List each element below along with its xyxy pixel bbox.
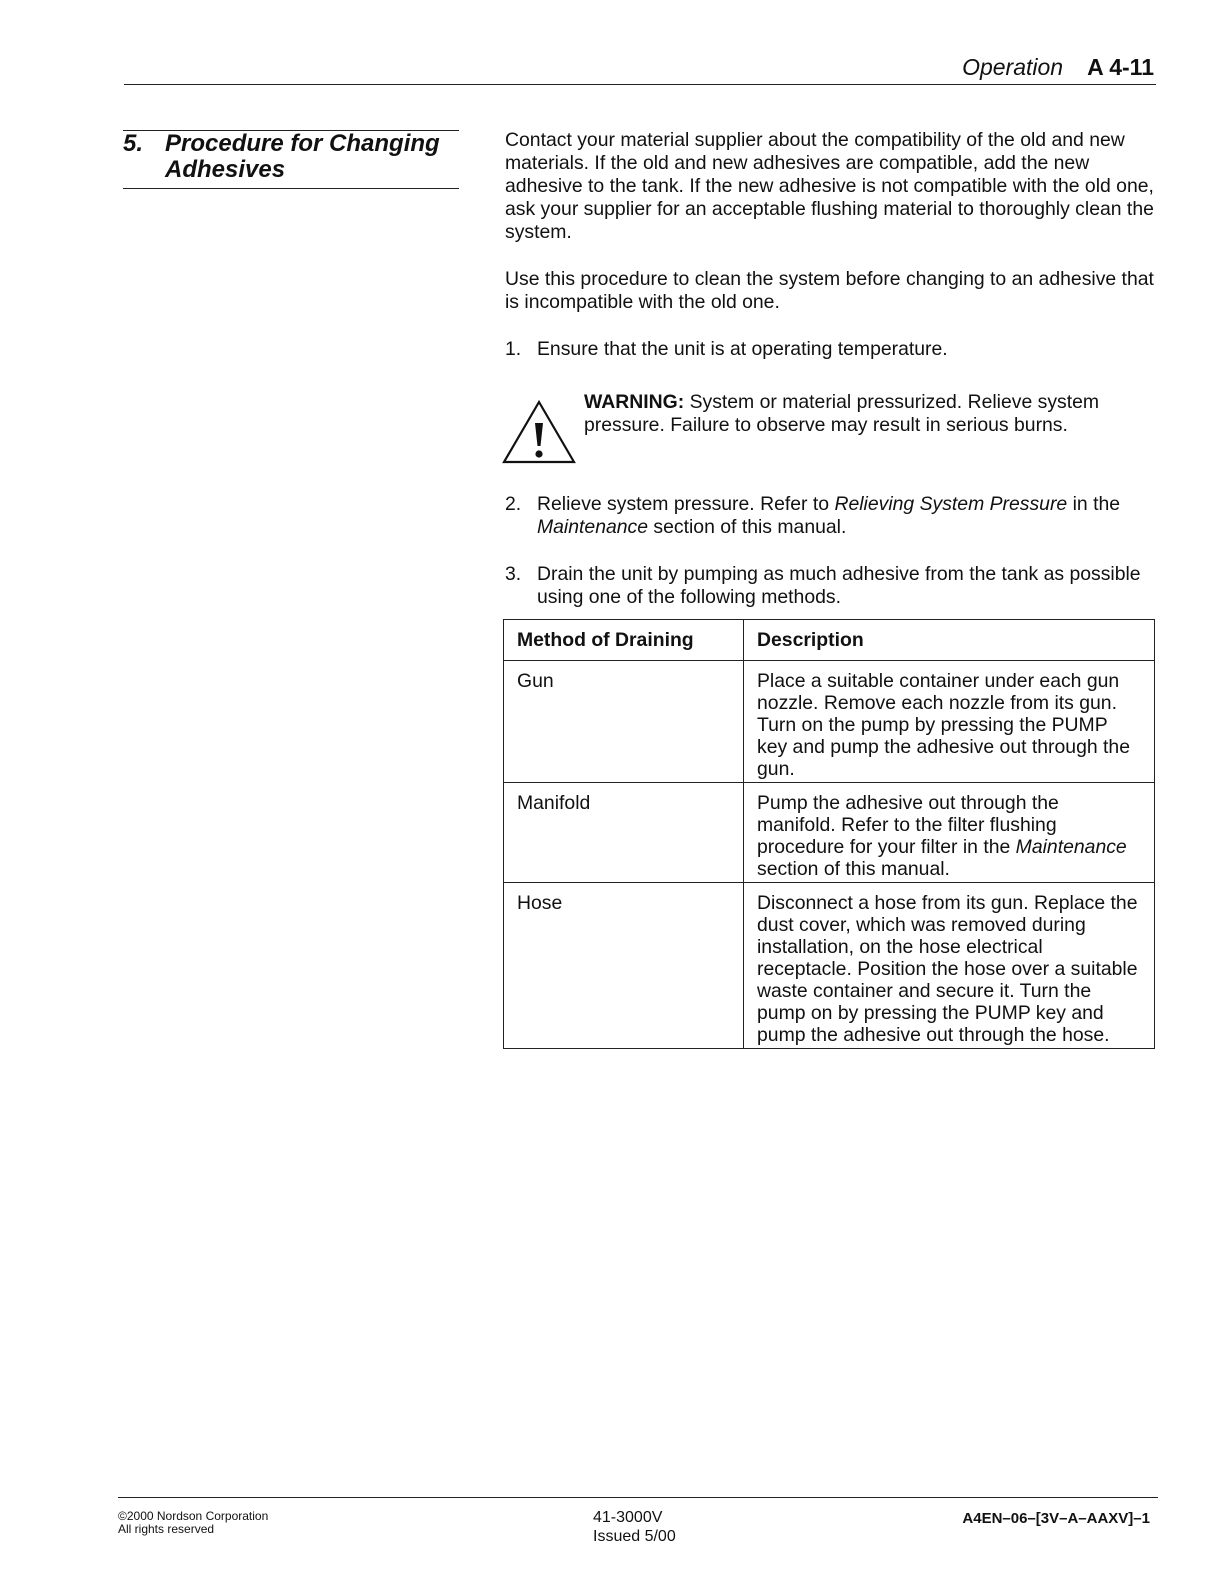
warning-label: WARNING: xyxy=(584,391,685,413)
step-3 xyxy=(505,563,1155,609)
main-content xyxy=(505,129,1155,633)
warning-block xyxy=(505,391,1155,471)
step-text: Drain the unit by pumping as much adhesive from the tank as possible using one of the following methods. xyxy=(537,563,1141,608)
step-number: 1. xyxy=(505,338,522,360)
warning-triangle-icon xyxy=(502,399,584,471)
description-cell: Pump the adhesive out through the manifold. Refer to the filter flushing procedure for your filter in the Maintenance section of this manual. xyxy=(744,783,1155,883)
page-header xyxy=(124,52,1156,85)
step-1 xyxy=(505,338,1155,361)
step-text: Ensure that the unit is at operating temperature. xyxy=(537,338,948,360)
page-footer xyxy=(118,1497,1158,1545)
section-heading xyxy=(123,130,459,189)
section-reference: Maintenance xyxy=(537,516,649,538)
column-header: Description xyxy=(744,620,1155,661)
method-cell: Manifold xyxy=(504,783,744,883)
section-number: 5. xyxy=(123,130,144,157)
step-text: Relieve system pressure. Refer to Relieving System Pressure in the Maintenance section of this manual. xyxy=(537,493,1121,538)
column-header: Method of Draining xyxy=(504,620,744,661)
reference-link: Relieving System Pressure xyxy=(834,493,1068,515)
table-row xyxy=(504,661,1155,783)
table-row xyxy=(504,883,1155,1049)
warning-text xyxy=(584,391,1144,471)
footer-document-info: 41-3000V Issued 5/00 xyxy=(593,1509,676,1545)
description-cell: Place a suitable container under each gun nozzle. Remove each nozzle from its gun. Turn on the pump by pressing the PUMP key and pump the adhesive out through the gun. xyxy=(744,661,1155,783)
method-cell: Hose xyxy=(504,883,744,1049)
step-number: 2. xyxy=(505,493,522,515)
footer-copyright: ©2000 Nordson Corporation All rights reserved xyxy=(118,1509,269,1536)
method-cell: Gun xyxy=(504,661,744,783)
table-row xyxy=(504,783,1155,883)
section-title-line2: Adhesives xyxy=(165,156,286,183)
draining-methods-table xyxy=(503,619,1155,1049)
header-title xyxy=(962,54,1154,81)
section-reference: Maintenance xyxy=(1015,836,1127,858)
section-title-line1: Procedure for Changing xyxy=(165,130,440,157)
intro-paragraph: Contact your material supplier about the compatibility of the old and new materials. If the old and new adhesives are compatible, add the new adhesive to the tank. If the new adhesive is not compatible with the old one, ask your supplier for an acceptable flushing material to thoroughly clean the system. xyxy=(505,129,1154,243)
footer-code: A4EN–06–[3V–A–AAXV]–1 xyxy=(962,1510,1150,1527)
header-page-number: A 4-11 xyxy=(1087,54,1154,80)
warning-message: System or material pressurized. Relieve system pressure. Failure to observe may result in serious burns. xyxy=(584,391,1100,436)
step-number: 3. xyxy=(505,563,522,585)
procedure-paragraph: Use this procedure to clean the system before changing to an adhesive that is incompatible with the old one. xyxy=(505,268,1154,313)
table-header-row xyxy=(504,620,1155,661)
description-cell: Disconnect a hose from its gun. Replace the dust cover, which was removed during installation, on the hose electrical receptacle. Position the hose over a suitable waste container and secure it. Turn the pump on by pressing the PUMP key and pump the adhesive out through the hose. xyxy=(744,883,1155,1049)
step-2 xyxy=(505,493,1155,539)
header-section: Operation xyxy=(962,54,1064,80)
